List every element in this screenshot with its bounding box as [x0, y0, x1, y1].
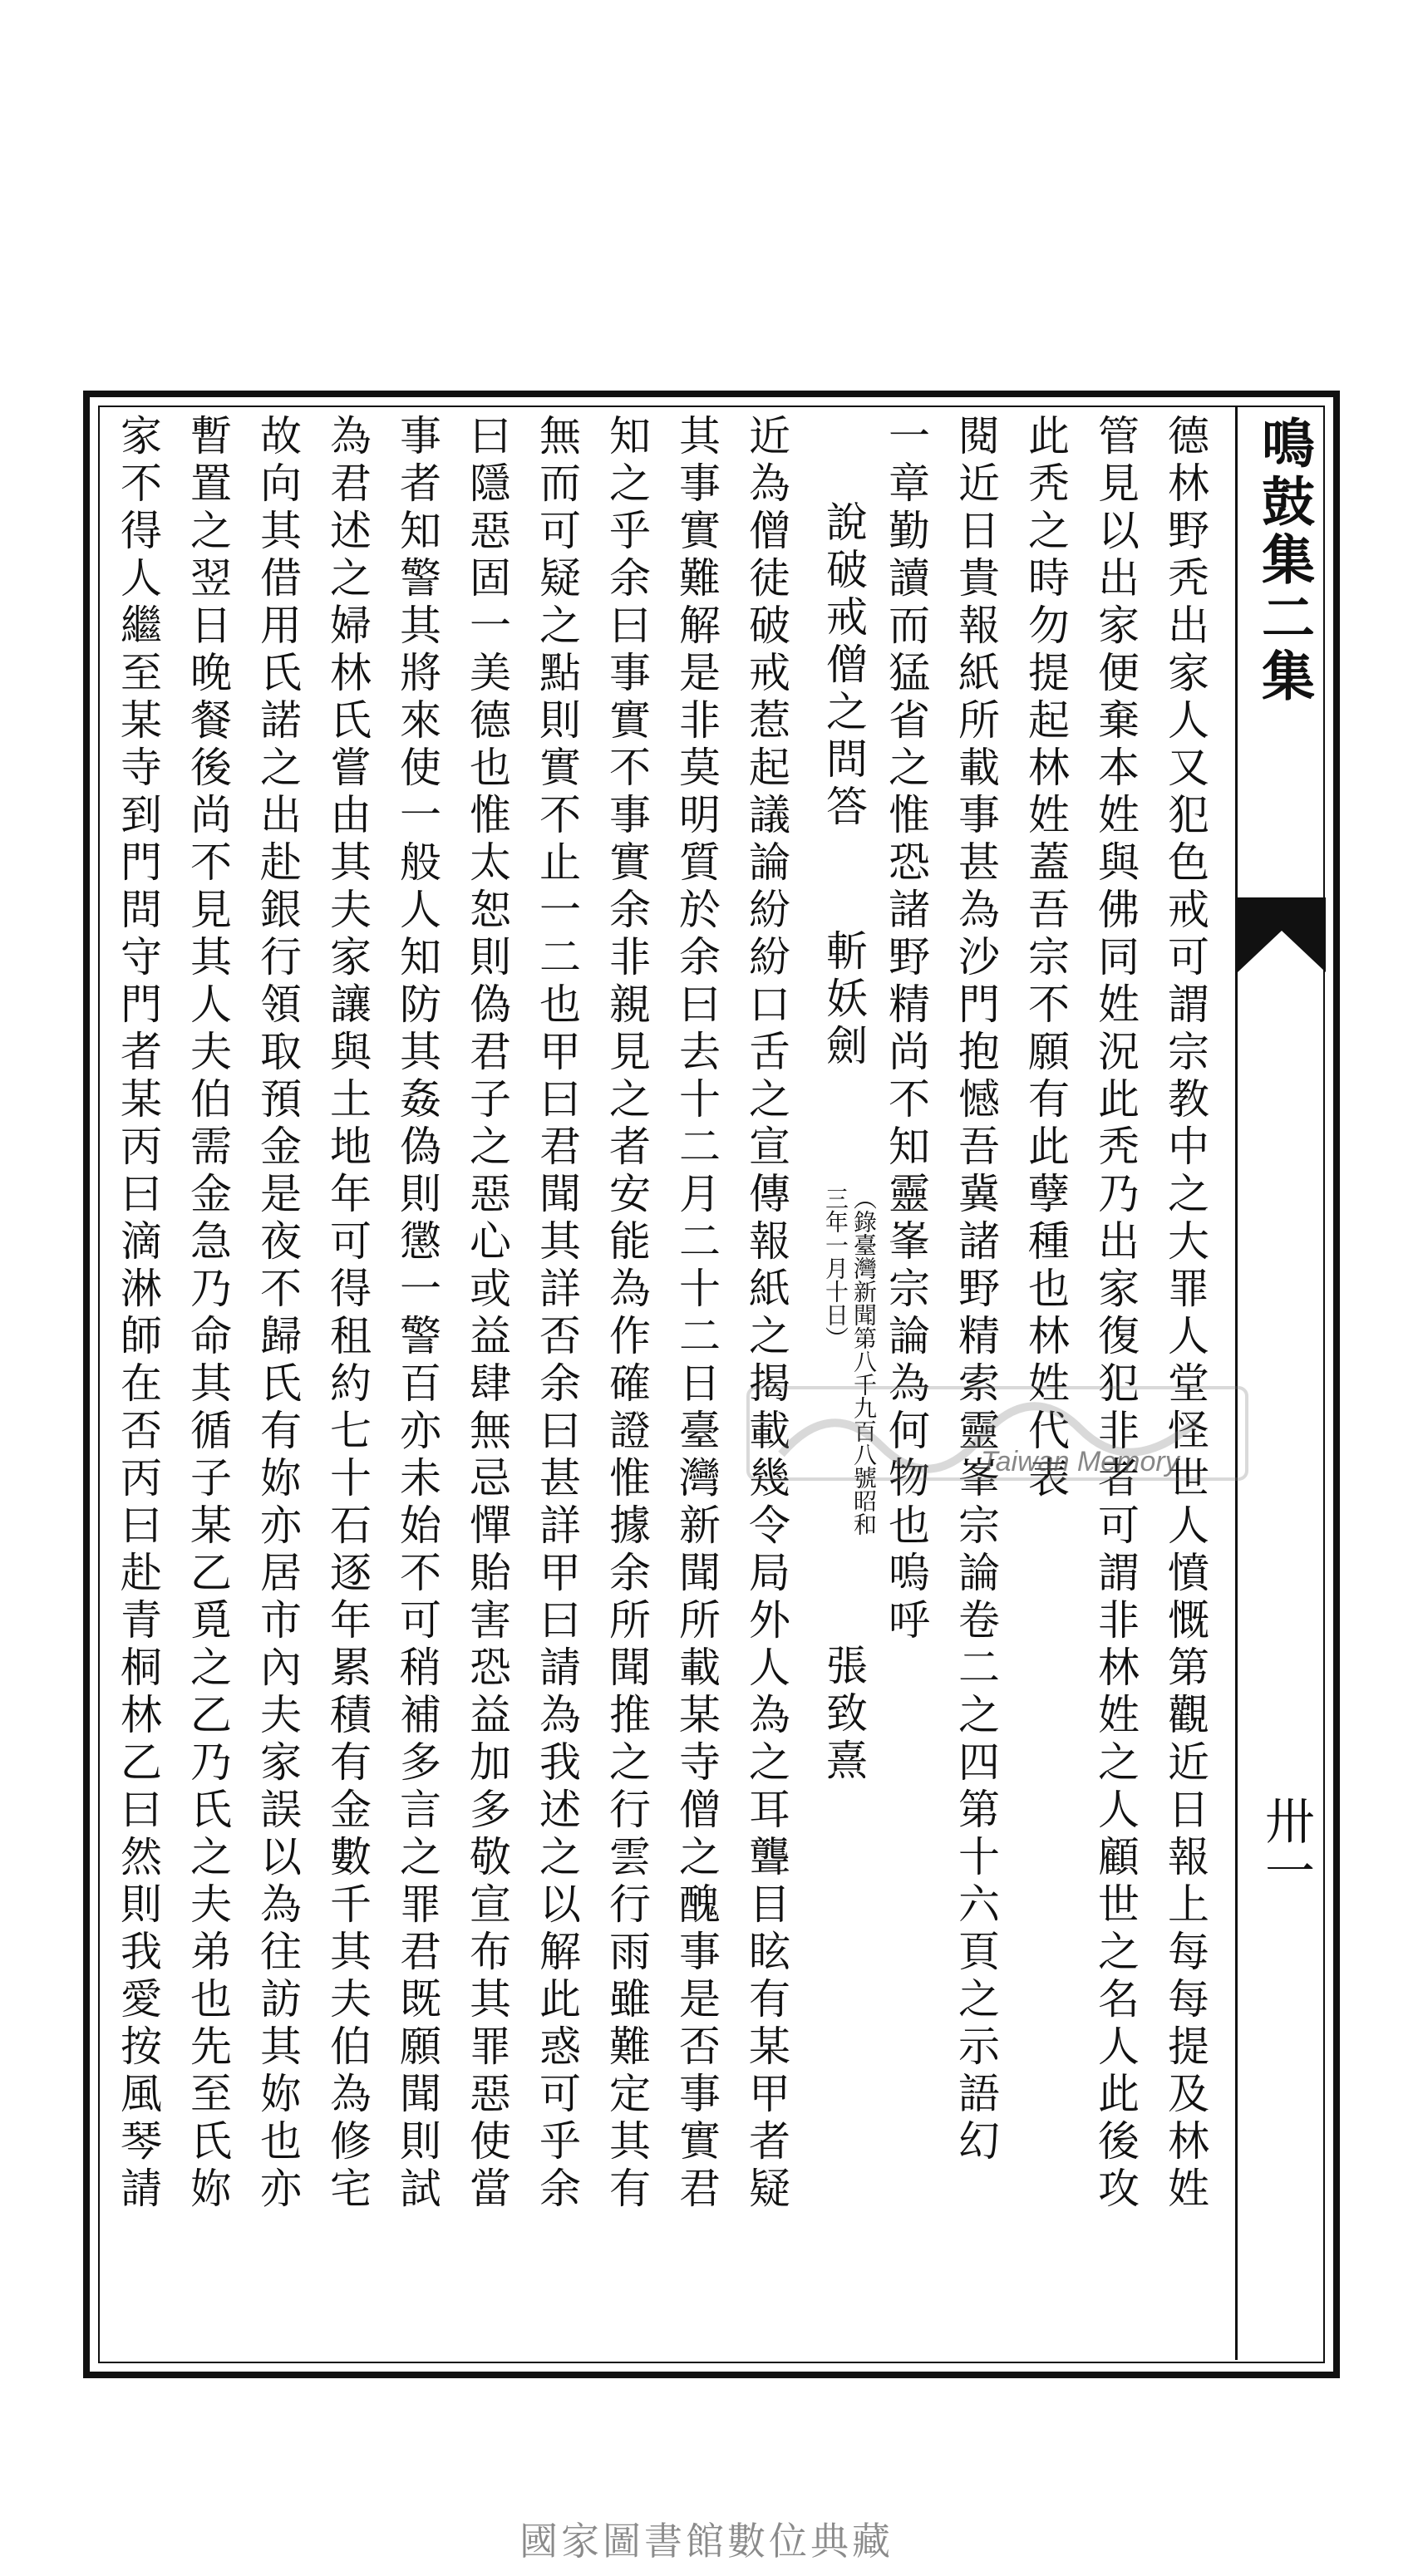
text-column-1: 德林野秃出家人又犯色戒可謂宗教中之大罪人堂怪世人憤慨第觀近日報上每每提及林姓 [1161, 414, 1209, 2214]
text-column-5: 一章勤讀而猛省之惟恐諸野精尚不知靈峯宗論為何物也嗚呼 [882, 414, 930, 1645]
page-number: 卅一 [1257, 1795, 1315, 1895]
text-column-16: 家不得人繼至某寺到門問守門者某丙曰滴淋師在否丙曰赴青桐林乙曰然則我愛按風琴請 [114, 414, 162, 2214]
text-column-13: 為君述之婦林氏嘗由其夫家讓與土地年可得租約七十石逐年累積有金數千其夫伯為修宅 [323, 414, 372, 2214]
source-note: （錄臺灣新聞第八千九百八號昭和三年一月十日） [822, 1187, 878, 1536]
pen-name: 斬妖劍 [820, 929, 868, 1071]
text-column-8: 其事實難解是非莫明質於余曰去十二月二十二日臺灣新聞所載某寺僧之醜事是否事實君 [672, 414, 721, 2214]
text-column-11: 曰隱惡固一美德也惟太恕則偽君子之惡心或益肆無忌憚貽害恐益加多敬宣布其罪惡使當 [463, 414, 511, 2214]
text-column-15: 暫置之翌日晚餐後尚不見其人夫伯需金急乃命其循子某乙覓之乙乃氏之夫弟也先至氏妳 [184, 414, 232, 2214]
text-column-2: 管見以出家便棄本姓與佛同姓況此秃乃出家復犯非者可謂非林姓之人顧世之名人此後攻 [1091, 414, 1140, 2214]
text-column-9: 知之乎余曰事實不事實余非親見之者安能為作確證惟據余所聞推之行雲行雨雖難定其有 [603, 414, 651, 2214]
text-column-12: 事者知警其將來使一般人知防其姦偽則懲一警百亦未始不可稍補多言之罪君既願聞則試 [393, 414, 441, 2214]
fish-tail-ornament [1238, 897, 1326, 972]
running-title: 鳴鼓集二集 [1253, 415, 1315, 706]
author-name: 張致熹 [820, 1644, 868, 1786]
text-column-10: 無而可疑之點則實不止一二也甲曰君聞其詳否余曰甚詳甲曰請為我述之以解此惑可乎余 [533, 414, 581, 2214]
watermark-label: Taiwan Memory [981, 1446, 1179, 1477]
footer-credit: 國家圖書館數位典藏 [519, 2519, 894, 2564]
text-column-4: 閱近日貴報紙所載事甚為沙門抱憾吾冀諸野精索靈峯宗論卷二之四第十六頁之示語幻 [952, 414, 1000, 2166]
article-title: 說破戒僧之問答 [820, 500, 868, 832]
text-column-14: 故向其借用氏諾之出赴銀行領取預金是夜不歸氏有妳亦居市內夫家誤以為往訪其妳也亦 [254, 414, 302, 2214]
text-column-7: 近為僧徒破戒惹起議論紛紛口舌之宣傳報紙之揭載幾令局外人為之耳聾目眩有某甲者疑 [742, 414, 790, 2214]
text-column-3: 此秃之時勿提起林姓蓋吾宗不願有此孽種也林姓代表 [1022, 414, 1070, 1503]
